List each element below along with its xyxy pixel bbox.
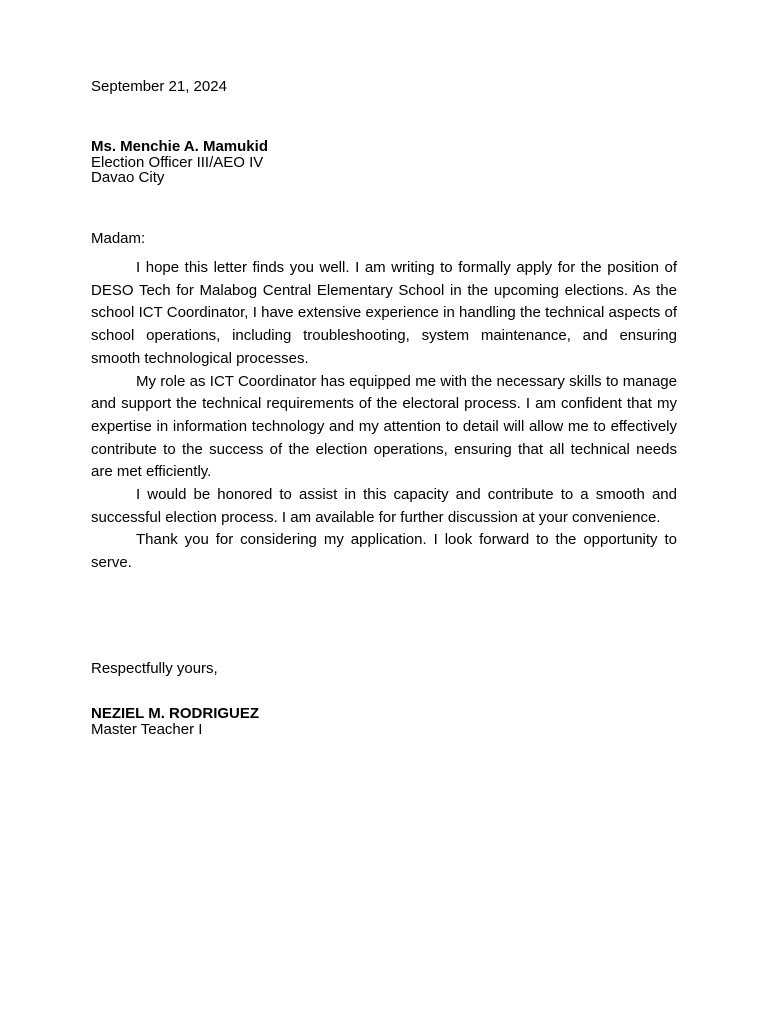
recipient-title: Election Officer III/AEO IV (91, 153, 264, 171)
recipient-block (91, 139, 268, 186)
signatory-name: NEZIEL M. RODRIGUEZ (91, 705, 260, 722)
signatory-title: Master Teacher I (91, 720, 203, 738)
signature-block (91, 706, 259, 737)
letter-page (91, 0, 677, 1024)
salutation: Madam: (91, 230, 146, 247)
letter-date: September 21, 2024 (91, 78, 227, 95)
body-paragraph-4: Thank you for considering my application. I look forward to the opportunity to serve. (91, 531, 677, 572)
closing: Respectfully yours, (91, 660, 218, 677)
body-paragraph-2: My role as ICT Coordinator has equipped me with the necessary skills to manage and support the technical requirements of the electoral process. I am confident that my expertise in information technology and my attention to detail will allow me to effectively contribute to the success of the election operations, ensuring that all technical needs are met efficiently. (91, 372, 677, 481)
body-paragraph-3: I would be honored to assist in this capacity and contribute to a smooth and successful election process. I am available for further discussion at your convenience. (91, 486, 677, 526)
body-paragraph-1: I hope this letter finds you well. I am writing to formally apply for the position of DESO Tech for Malabog Central Elementary School in the upcoming elections. As the school ICT Coordinator, I have extensive experience in handling the technical aspects of school operations, including troubleshooting, system maintenance, and ensuring smooth technological processes. (91, 259, 677, 367)
recipient-name: Ms. Menchie A. Mamukid (91, 138, 268, 155)
recipient-location: Davao City (91, 169, 165, 186)
letter-body (91, 257, 677, 575)
